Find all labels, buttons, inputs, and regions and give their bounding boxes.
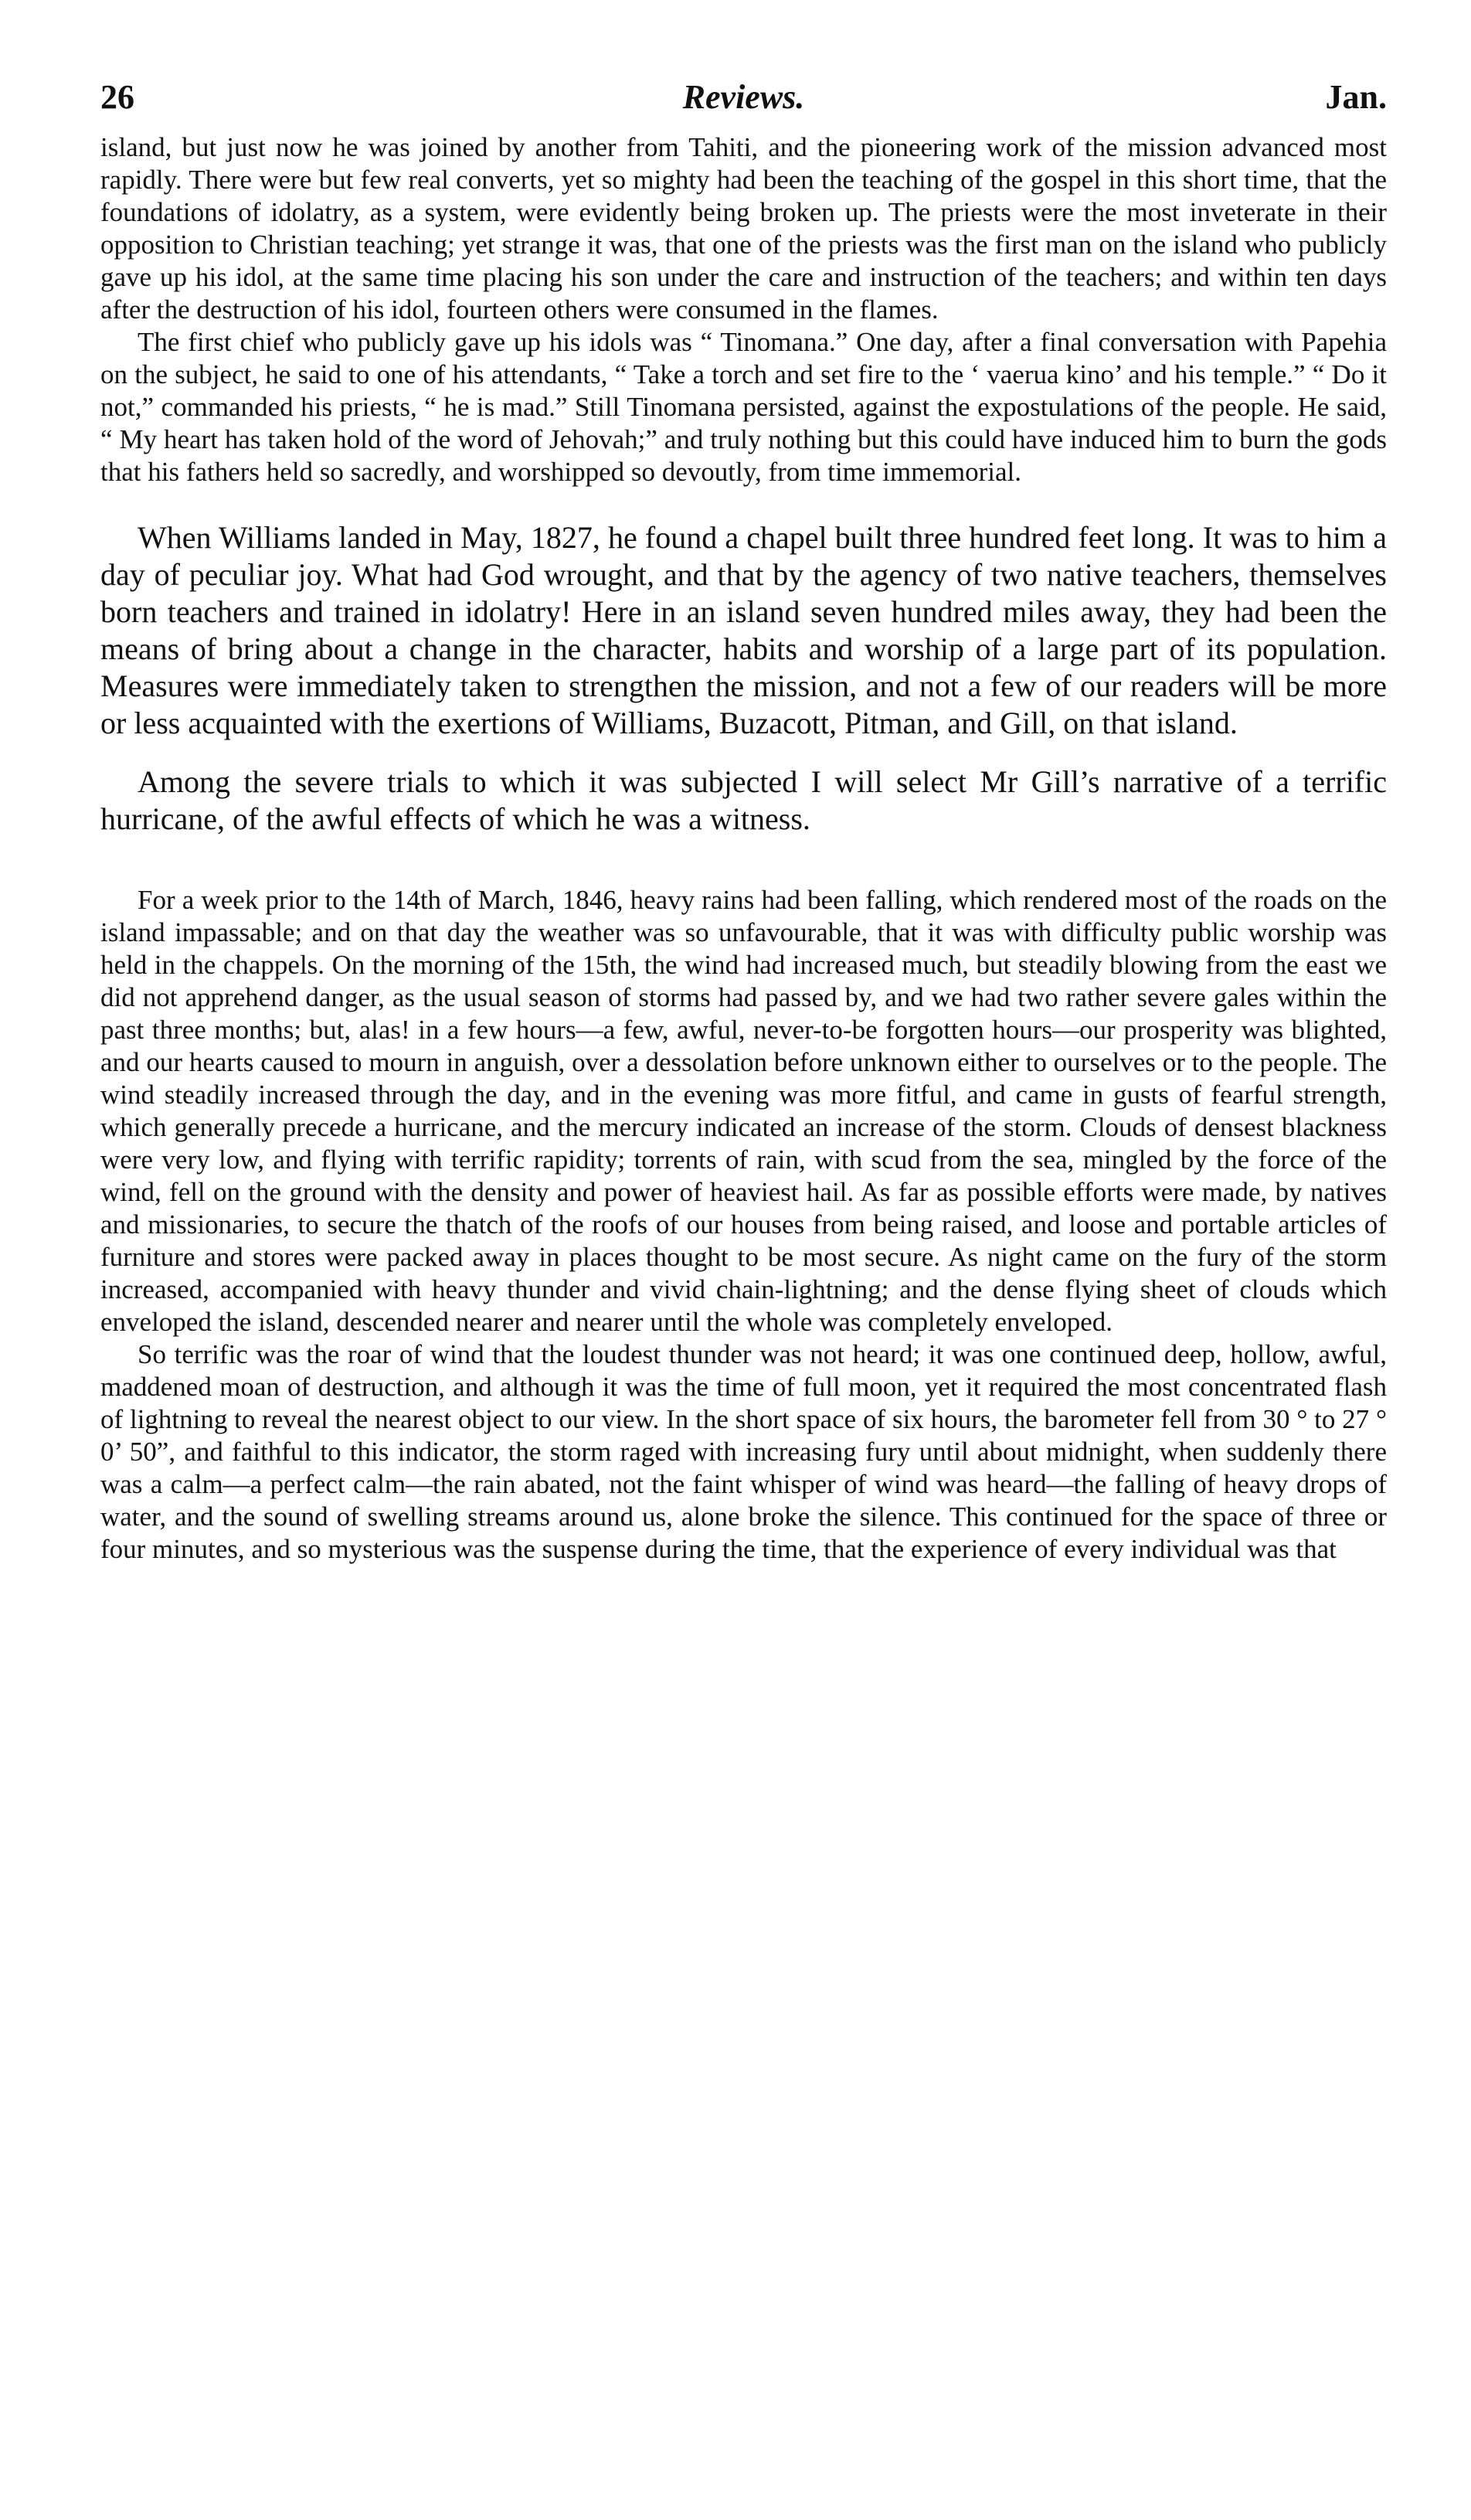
section-title: Reviews. [682,78,805,116]
month-label: Jan. [1325,78,1387,116]
page-number: 26 [100,78,134,116]
paragraph-2: The first chief who publicly gave up his idols was “ Tinomana.” One day, after a final conversation with Papehia on the subject, he said to one of his attendants, “ Take a torch and set fire to the ‘ vaerua kino’ and his temple.” “ Do it not,” commanded his priests, “ he is mad.” Still Tinomana persisted, against the expostulations of the people. He said, “ My heart has taken hold of the word of Jehovah;” and truly nothing but this could have induced him to burn the gods that his fathers held so sacredly, and worshipped so devoutly, from time immemorial. [100,327,1387,487]
paragraph-1: island, but just now he was joined by another from Tahiti, and the pioneering work of the mission advanced most rapidly. There were but few real converts, yet so mighty had been the teaching of the gospel in this short time, that the foundations of idolatry, as a system, were evidently being broken up. The priests were the most inveterate in their opposition to Christian teaching; yet strange it was, that one of the priests was the first man on the island who publicly gave up his idol, at the same time placing his son under the care and instruction of the teachers; and within ten days after the destruction of his idol, fourteen others were consumed in the flames. [100,132,1387,325]
paragraph-6: So terrific was the roar of wind that the loudest thunder was not heard; it was one continued deep, hollow, awful, maddened moan of destruction, and although it was the time of full moon, yet it required the most concentrated flash of lightning to reveal the nearest object to our view. In the short space of six hours, the barometer fell from 30 ° to 27 ° 0’ 50”, and faithful to this indicator, the storm raged with increasing fury until about midnight, when suddenly there was a calm—a perfect calm—the rain abated, not the faint whisper of wind was heard—the falling of heavy drops of water, and the sound of swelling streams around us, alone broke the silence. This continued for the space of three or four minutes, and so mysterious was the suspense during the time, that the experience of every individual was that [100,1339,1387,1564]
page [100,77,1387,1566]
paragraph-3: When Williams landed in May, 1827, he found a chapel built three hundred feet long. It was to him a day of peculiar joy. What had God wrought, and that by the agency of two native teachers, themselves born teachers and trained in idolatry! Here in an island seven hundred miles away, they had been the means of bring about a change in the character, habits and worship of a large part of its population. Measures were immediately taken to strengthen the mission, and not a few of our readers will be more or less acquainted with the exertions of Williams, Buzacott, Pitman, and Gill, on that island. [100,520,1387,740]
paragraph-4: Among the severe trials to which it was subjected I will select Mr Gill’s narrative of a terrific hurricane, of the awful effects of which he was a witness. [100,764,1387,836]
spacer [100,742,1387,763]
spacer [100,838,1387,884]
running-head [100,77,1387,124]
spacer [100,488,1387,519]
paragraph-5: For a week prior to the 14th of March, 1846, heavy rains had been falling, which rendered most of the roads on the island impassable; and on that day the weather was so unfavourable, that it was with difficulty public worship was held in the chappels. On the morning of the 15th, the wind had increased much, but steadily blowing from the east we did not apprehend danger, as the usual season of storms had passed by, and we had two rather severe gales within the past three months; but, alas! in a few hours—a few, awful, never-to-be forgotten hours—our prosperity was blighted, and our hearts caused to mourn in anguish, over a dessolation before unknown either to ourselves or to the people. The wind steadily increased through the day, and in the evening was more fitful, and came in gusts of fearful strength, which generally precede a hurricane, and the mercury indicated an increase of the storm. Clouds of densest blackness were very low, and flying with terrific rapidity; torrents of rain, with scud from the sea, mingled by the force of the wind, fell on the ground with the density and power of heaviest hail. As far as possible efforts were made, by natives and missionaries, to secure the thatch of the roofs of our houses from being raised, and loose and portable articles of furniture and stores were packed away in places thought to be most secure. As night came on the fury of the storm increased, accompanied with heavy thunder and vivid chain-lightning; and the dense flying sheet of clouds which enveloped the island, descended nearer and nearer until the whole was completely enveloped. [100,885,1387,1337]
